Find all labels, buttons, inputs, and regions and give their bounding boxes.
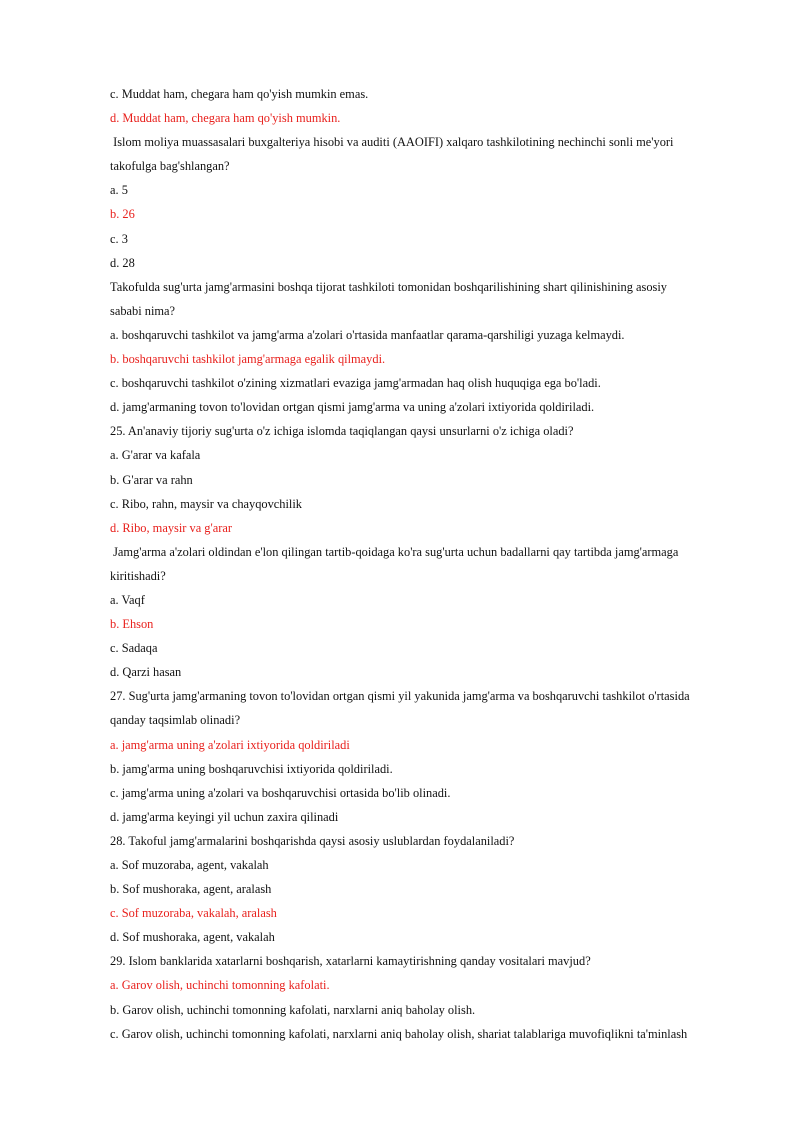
answer-option-line: a. boshqaruvchi tashkilot va jamg'arma a'zolari o'rtasida manfaatlar qarama-qarshiligi yuzaga kelmaydi.: [110, 327, 625, 342]
correct-answer-line: d. Ribo, maysir va g'arar: [110, 520, 232, 535]
answer-option-line: c. Ribo, rahn, maysir va chayqovchilik: [110, 496, 303, 511]
correct-answer-line: a. Garov olish, uchinchi tomonning kafolati.: [110, 978, 330, 993]
correct-answer-line: b. Ehson: [110, 617, 154, 632]
answer-option-line: d. 28: [110, 255, 135, 270]
question-text-line: kiritishadi?: [110, 568, 166, 583]
question-text-line: sababi nima?: [110, 303, 176, 318]
answer-option-line: d. jamg'arma keyingi yil uchun zaxira qilinadi: [110, 809, 339, 824]
answer-option-line: a. Sof muzoraba, agent, vakalah: [110, 858, 269, 872]
answer-option-line: c. 3: [110, 231, 128, 246]
answer-option-line: c. Sadaqa: [110, 641, 158, 656]
correct-answer-line: a. jamg'arma uning a'zolari ixtiyorida qoldiriladi: [110, 737, 350, 752]
answer-option-line: d. Qarzi hasan: [110, 665, 182, 680]
correct-answer-line: b. boshqaruvchi tashkilot jamg'armaga egalik qilmaydi.: [110, 352, 386, 367]
question-text-line: 25. An'anaviy tijoriy sug'urta o'z ichiga islomda taqiqlangan qaysi unsurlarni o'z ichiga oladi?: [110, 424, 574, 439]
question-text-line: 27. Sug'urta jamg'armaning tovon to'lovidan ortgan qismi yil yakunida jamg'arma va boshqaruvchi tashkilot o'rtasida: [110, 689, 690, 704]
answer-option-line: a. G'arar va kafala: [110, 448, 201, 463]
correct-answer-line: d. Muddat ham, chegara ham qo'yish mumkin.: [110, 111, 341, 126]
quiz-content: [110, 82, 755, 1046]
answer-option-line: b. Sof mushoraka, agent, aralash: [110, 882, 272, 897]
question-text-line: Islom moliya muassasalari buxgalteriya hisobi va auditi (AAOIFI) xalqaro tashkilotining nechinchi sonli me'yori: [110, 135, 674, 150]
question-text-line: Takofulda sug'urta jamg'armasini boshqa tijorat tashkiloti tomonidan boshqarilishining shart qilinishining asosiy: [110, 279, 667, 294]
answer-option-line: c. boshqaruvchi tashkilot o'zining xizmatlari evaziga jamg'armadan haq olish huquqiga ega bo'ladi.: [110, 376, 601, 391]
question-text-line: Jamg'arma a'zolari oldindan e'lon qilingan tartib-qoidaga ko'ra sug'urta uchun badallarni qay tartibda jamg'armaga: [110, 544, 679, 559]
correct-answer-line: c. Sof muzoraba, vakalah, aralash: [110, 906, 277, 921]
question-text-line: qanday taqsimlab olinadi?: [110, 713, 241, 728]
answer-option-line: c. Muddat ham, chegara ham qo'yish mumkin emas.: [110, 87, 369, 101]
answer-option-line: b. jamg'arma uning boshqaruvchisi ixtiyorida qoldiriladi.: [110, 761, 393, 776]
question-text-line: 28. Takoful jamg'armalarini boshqarishda qaysi asosiy uslublardan foydalaniladi?: [110, 833, 515, 848]
answer-option-line: c. jamg'arma uning a'zolari va boshqaruvchisi ortasida bo'lib olinadi.: [110, 785, 451, 800]
correct-answer-line: b. 26: [110, 207, 135, 222]
answer-option-line: b. Garov olish, uchinchi tomonning kafolati, narxlarni aniq baholay olish.: [110, 1002, 476, 1017]
answer-option-line: c. Garov olish, uchinchi tomonning kafolati, narxlarni aniq baholay olish, shariat talablariga muvofiqlikni ta'minlash: [110, 1026, 688, 1041]
answer-option-line: d. jamg'armaning tovon to'lovidan ortgan qismi jamg'arma va uning a'zolari ixtiyorida qoldiriladi.: [110, 400, 595, 415]
question-text-line: 29. Islom banklarida xatarlarni boshqarish, xatarlarni kamaytirishning qanday vositalari mavjud?: [110, 954, 591, 969]
question-text-line: takofulga bag'shlangan?: [110, 159, 230, 174]
answer-option-line: a. Vaqf: [110, 592, 145, 607]
answer-option-line: d. Sof mushoraka, agent, vakalah: [110, 930, 275, 945]
answer-option-line: a. 5: [110, 183, 128, 198]
answer-option-line: b. G'arar va rahn: [110, 472, 193, 487]
